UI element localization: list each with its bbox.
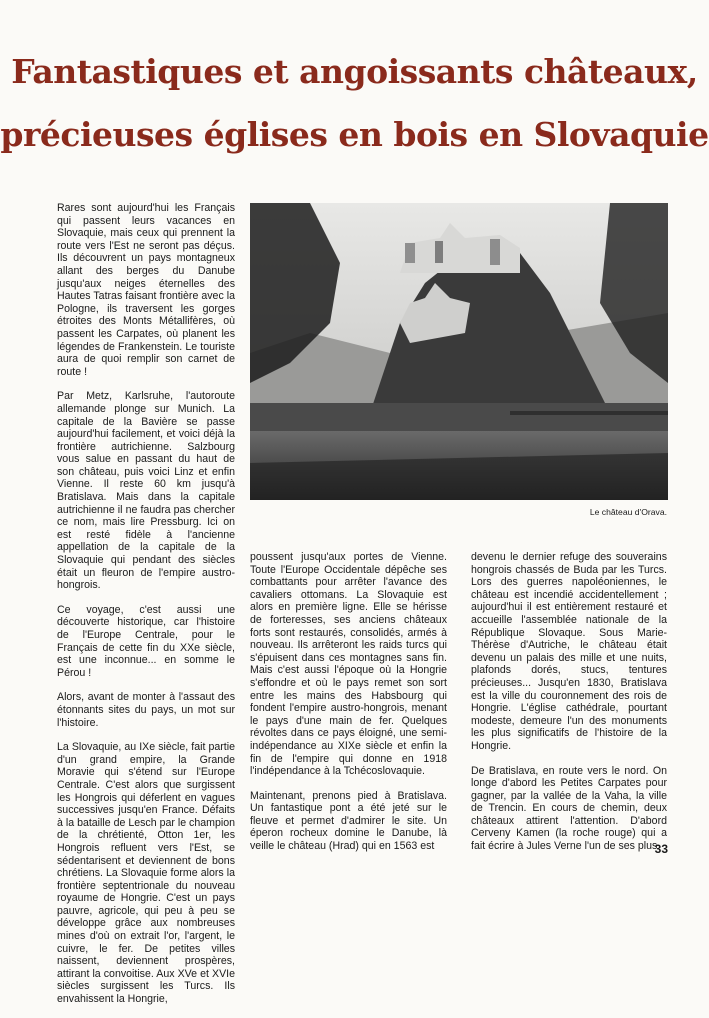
paragraph: Rares sont aujourd'hui les Français qui passent leurs vacances en Slovaquie, mais ceux qui prennent la route vers l'Est ne seront pas déçus. Ils découvrent un pays montagneux allant des berges du Danube jusqu'aux neiges éternelles des Hautes Tatras faisant frontière avec la Pologne, ils traversent les gorges étroites des Monts Métallifères, où passent les Carpates, où planent les légendes de Frankenstein. Le touriste aura de quoi remplir son carnet de route !	[57, 202, 235, 378]
paragraph: devenu le dernier refuge des souverains hongrois chassés de Buda par les Turcs. Lors des guerres napoléoniennes, le château est incendié accidentellement ; aujourd'hui il est entièrement restauré et accueille l'assemblée nationale de la République Slovaque. Sous Marie-Thérèse d'Autriche, le château était devenu un palais des mille et une nuits, plafonds dorés, stucs, tentures précieuses... Jusqu'en 1830, Bratislava est la ville du couronnement des rois de Hongrie. L'église cathédrale, pourtant modeste, demeure l'un des monuments les plus significatifs de l'histoire de la Hongrie.	[471, 551, 667, 752]
article-title-line-1: Fantastiques et angoissants châteaux,	[11, 52, 698, 91]
text-column-3	[471, 551, 667, 865]
paragraph: De Bratislava, en route vers le nord. On longe d'abord les Petites Carpates pour gagner, par la vallée de la Vaha, la ville de Trencin. En cours de chemin, deux châteaux attirent l'attention. D'abord Cerveny Kamen (la roche rouge) qui a fait écrire à Jules Verne l'un de ses plus	[471, 764, 667, 853]
paragraph: poussent jusqu'aux portes de Vienne. Toute l'Europe Occidentale dépêche ses combattants pour arrêter l'avance des cavaliers ottomans. La Slovaquie est alors en première ligne. Elle se hérisse de forteresses, ses anciens châteaux forts sont restaurés, consolidés, armés à nouveau. Ils arrêteront les raids turcs qui s'épuisent dans ces montagnes sans fin. Mais c'est aussi l'époque où la Hongrie s'effondre et où le pays remet son sort entre les mains des Habsbourg qui fondent l'empire austro-hongrois, menant le pays d'une main de fer. Quelques révoltes dans ce pays éloigné, une semi-indépendance au XIXe siècle et enfin la fin de l'empire qui donne en 1918 l'indépendance à la Tchécoslovaquie.	[250, 551, 447, 778]
paragraph: Par Metz, Karlsruhe, l'autoroute allemande plonge sur Munich. La capitale de la Bavière se passe aujourd'hui facilement, et voici déjà la frontière autrichienne. Salzbourg vous salue en passant du haut de son château, puis voici Linz et enfin Vienne. Il reste 60 km jusqu'à Bratislava. Mais dans la capitale autrichienne il ne faudra pas chercher ce nom, mais lire Pressburg. Ici on est resté fidèle à l'ancienne appellation de la capitale de la Slovaquie qui pendant des siècles était un fleuron de l'empire austro-hongrois.	[57, 390, 235, 592]
paragraph: Maintenant, prenons pied à Bratislava. Un fantastique pont a été jeté sur le fleuve et permet d'admirer le site. Un éperon rocheux domine le Danube, là veille le château (Hrad) qui en 1563 est	[250, 789, 447, 853]
text-column-2	[250, 551, 447, 865]
photo-caption: Le château d'Orava.	[589, 507, 667, 517]
paragraph: Alors, avant de monter à l'assaut des étonnants sites du pays, un mot sur l'histoire.	[57, 691, 235, 729]
paragraph: Ce voyage, c'est aussi une découverte historique, car l'histoire de l'Europe Centrale, pour le Français de cette fin du XXe siècle, est une inconnue... en somme le Pérou !	[57, 603, 235, 679]
castle-photo	[250, 203, 668, 500]
page-number: 33	[654, 842, 668, 856]
article-title-line-2: précieuses églises en bois en Slovaquie	[0, 115, 709, 154]
paragraph: La Slovaquie, au IXe siècle, fait partie d'un grand empire, la Grande Moravie qui s'étend sur l'Europe Centrale. C'est alors que surgissent les Hongrois qui déferlent en vagues successives jusqu'en France. Défaits à la bataille de Lesch par le champion de la chrétienté, Otton 1er, les Hongrois refluent vers l'Est, se sédentarisent et deviennent de bons chrétiens. La Slovaquie forme alors la frontière septentrionale du nouveau royaume de Hongrie. C'est un pays pauvre, agricole, qui peu à peu se développe grâce aux nombreuses mines d'où on extrait l'or, l'argent, le cuivre, le fer. De petites villes naissent, deviennent prospères, attirant la convoitise. Aux XVe et XVIe siècles surgissent les Turcs. Ils envahissent la Hongrie,	[57, 741, 235, 1006]
text-column-1	[57, 202, 235, 1018]
